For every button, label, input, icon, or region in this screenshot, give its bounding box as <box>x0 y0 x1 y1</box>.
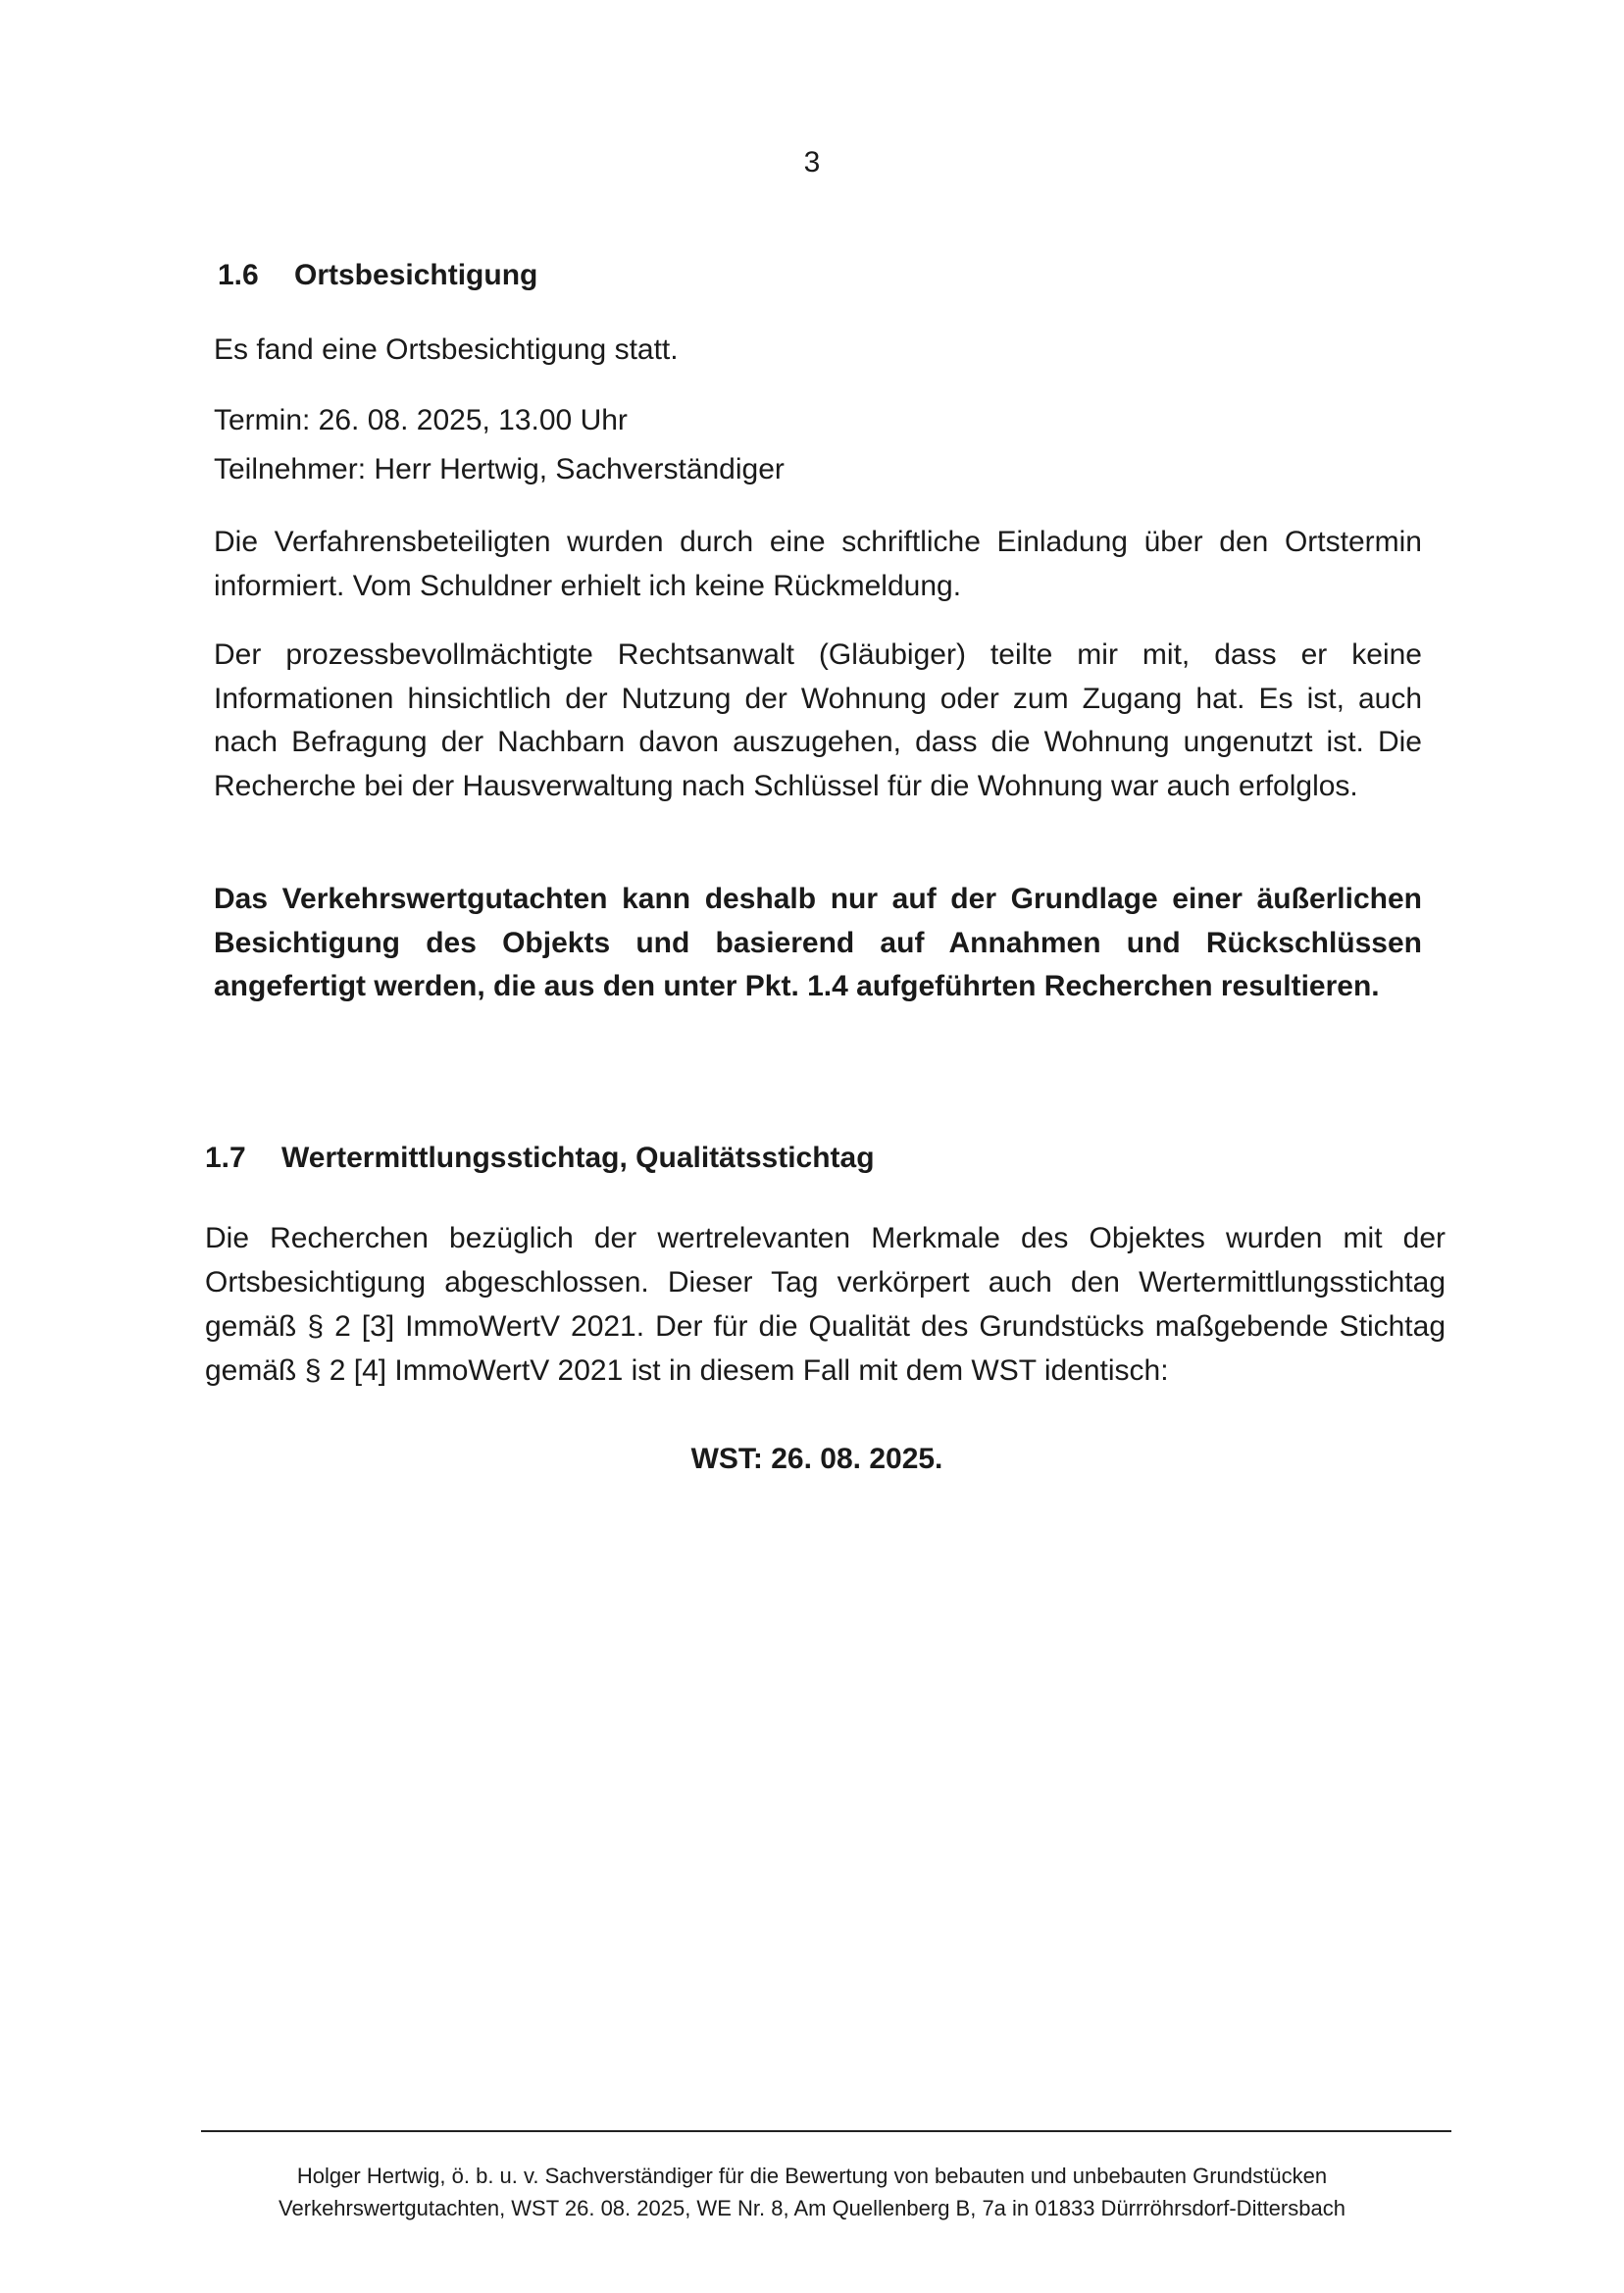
section-title: Ortsbesichtigung <box>294 259 538 291</box>
section-number: 1.7 <box>205 1142 246 1174</box>
footer-divider <box>201 2130 1451 2132</box>
footer-line-2: Verkehrswertgutachten, WST 26. 08. 2025, WE Nr. 8, Am Quellenberg B, 7a in 01833 Dürrröhrsdorf-Dittersbach <box>279 2196 1345 2220</box>
page-number: 3 <box>803 146 821 178</box>
section-title: Wertermittlungsstichtag, Qualitätsstichtag <box>281 1142 875 1174</box>
termin-text: Termin: 26. 08. 2025, 13.00 Uhr <box>214 404 628 436</box>
section-heading-1-6 <box>218 258 537 293</box>
bold-conclusion-paragraph: Das Verkehrswertgutachten kann deshalb nur auf der Grundlage einer äußerlichen Besichtigung des Objekts und basierend auf Annahmen und Rückschlüssen angefertigt werden, die aus den unter Pkt. 1.4 aufgeführten Recherchen resultieren. <box>214 883 1422 1002</box>
section-heading-1-7 <box>205 1141 875 1176</box>
footer-line-1: Holger Hertwig, ö. b. u. v. Sachverständiger für die Bewertung von bebauten und unbebauten Grundstücken <box>296 2164 1328 2188</box>
intro-text: Es fand eine Ortsbesichtigung statt. <box>214 333 679 366</box>
lawyer-paragraph: Der prozessbevollmächtigte Rechtsanwalt (Gläubiger) teilte mir mit, dass er keine Informationen hinsichtlich der Nutzung der Wohnung oder zum Zugang hat. Es ist, auch nach Befragung der Nachbarn davon auszugehen, dass die Wohnung ungenutzt ist. Die Recherche bei der Hausverwaltung nach Schlüssel für die Wohnung war auch erfolglos. <box>214 638 1422 802</box>
invitation-paragraph: Die Verfahrensbeteiligten wurden durch eine schriftliche Einladung über den Ortstermin informiert. Vom Schuldner erhielt ich keine Rückmeldung. <box>214 526 1422 602</box>
section-number: 1.6 <box>218 259 259 291</box>
teilnehmer-text: Teilnehmer: Herr Hertwig, Sachverständiger <box>214 453 785 485</box>
wst-paragraph: Die Recherchen bezüglich der wertrelevanten Merkmale des Objektes wurden mit der Ortsbesichtigung abgeschlossen. Dieser Tag verkörpert auch den Wertermittlungsstichtag gemäß § 2 [3] ImmoWertV 2021. Der für die Qualität des Grundstücks maßgebende Stichtag gemäß § 2 [4] ImmoWertV 2021 ist in diesem Fall mit dem WST identisch: <box>205 1222 1446 1387</box>
wst-date: WST: 26. 08. 2025. <box>690 1443 943 1475</box>
